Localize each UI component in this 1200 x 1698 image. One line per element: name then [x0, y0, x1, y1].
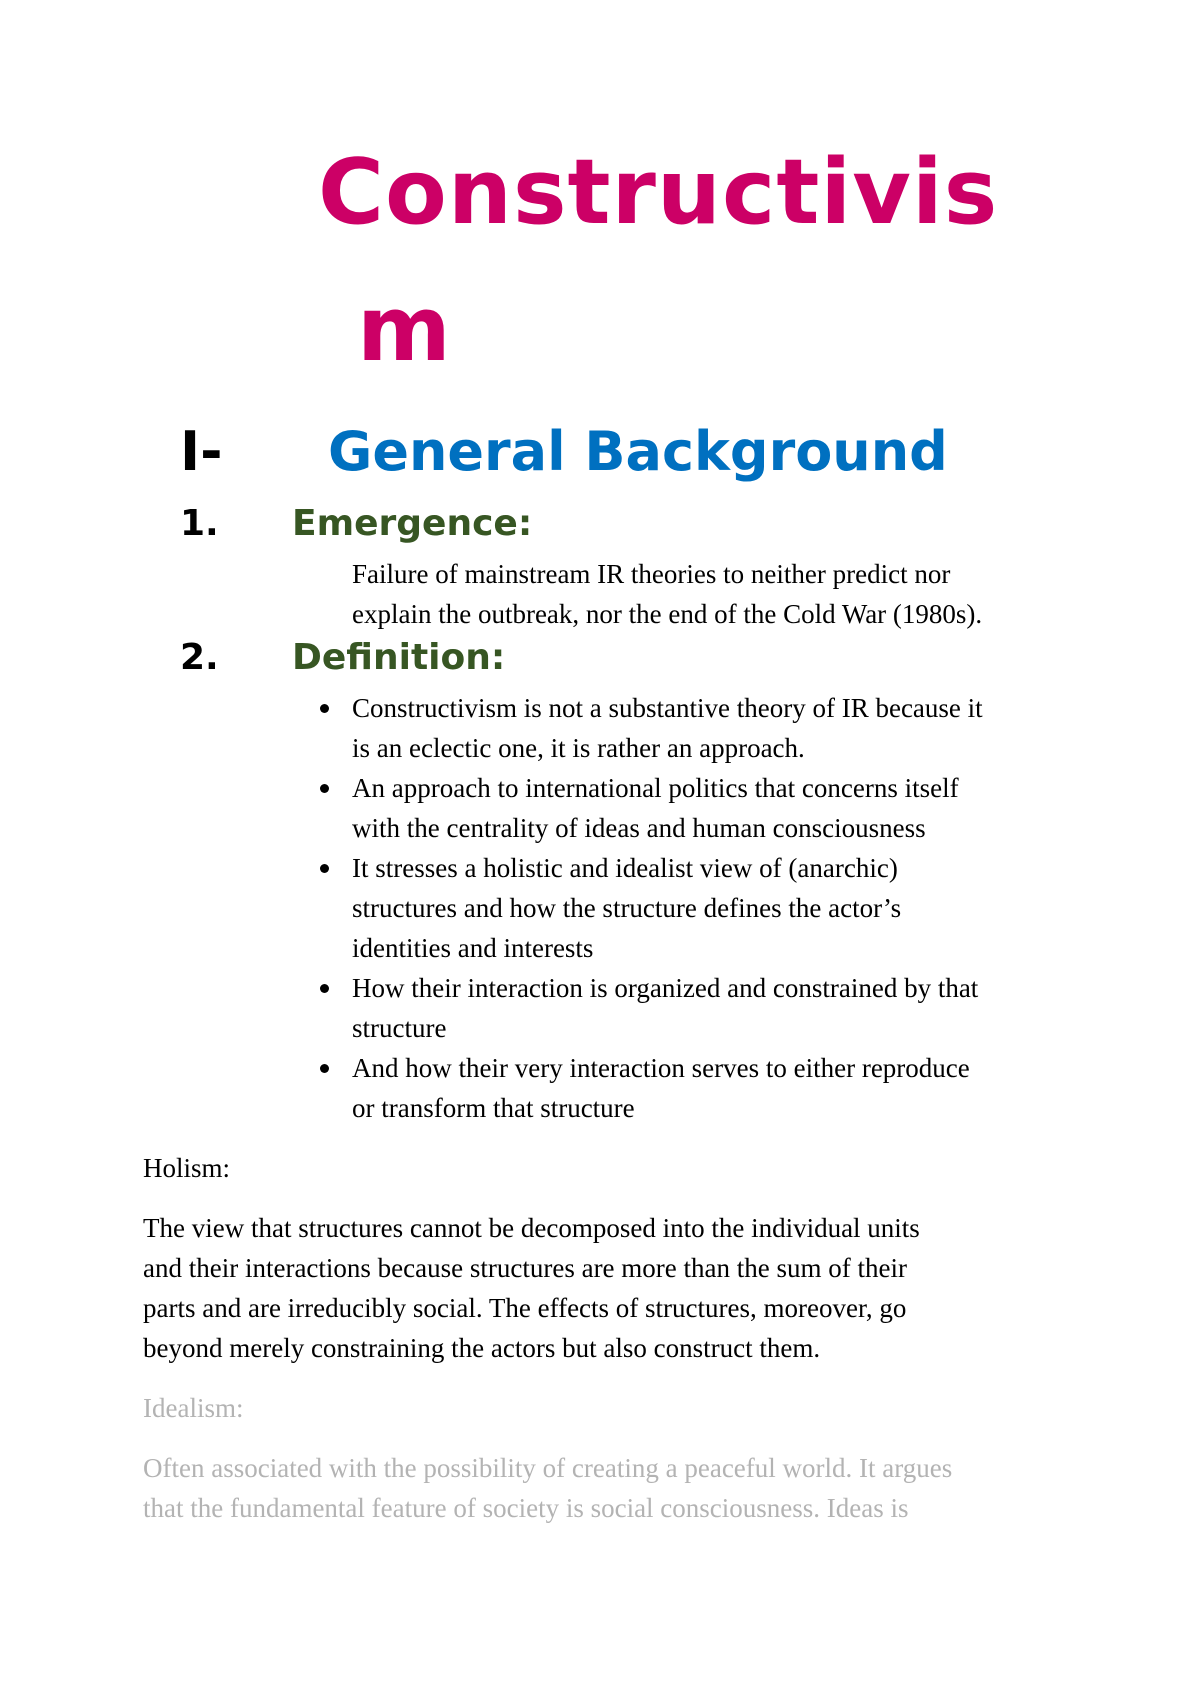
bullet-icon — [320, 784, 329, 793]
list-item-line: An approach to international politics that concerns itself — [352, 773, 959, 803]
bullet-icon — [320, 984, 329, 993]
list-item-line: is an eclectic one, it is rather an approach. — [352, 733, 805, 763]
holism-label: Holism: — [143, 1153, 231, 1183]
bullet-icon — [320, 704, 329, 713]
subsection-number-1: 1. — [180, 503, 219, 544]
list-item — [352, 968, 978, 1048]
paragraph-line: The view that structures cannot be decomposed into the individual units — [143, 1213, 920, 1243]
emergence-line: explain the outbreak, nor the end of the Cold War (1980s). — [352, 599, 983, 629]
list-item — [352, 848, 901, 968]
document-title-line2: m — [357, 277, 452, 382]
list-item-line: with the centrality of ideas and human consciousness — [352, 813, 926, 843]
list-item-line: identities and interests — [352, 933, 594, 963]
list-item-line: or transform that structure — [352, 1093, 635, 1123]
paragraph-line: Often associated with the possibility of creating a peaceful world. It argues — [143, 1453, 953, 1483]
paragraph-line: beyond merely constraining the actors but also construct them. — [143, 1333, 821, 1363]
list-item-line: structure — [352, 1013, 447, 1043]
emergence-line: Failure of mainstream IR theories to neither predict nor — [352, 559, 951, 589]
bullet-icon — [320, 1064, 329, 1073]
paragraph-line: that the fundamental feature of society is social consciousness. Ideas is — [143, 1493, 909, 1523]
subsection-heading-definition: Definition: — [292, 637, 506, 678]
document-title-line1: Constructivis — [318, 140, 999, 245]
list-item — [352, 768, 959, 848]
section-heading: General Background — [328, 420, 948, 483]
list-item-line: It stresses a holistic and idealist view of (anarchic) — [352, 853, 898, 883]
section-number: I- — [180, 420, 223, 483]
paragraph-line: and their interactions because structures are more than the sum of their — [143, 1253, 907, 1283]
subsection-number-2: 2. — [180, 637, 219, 678]
holism-paragraph — [143, 1208, 920, 1368]
list-item — [352, 1048, 970, 1128]
bullet-icon — [320, 864, 329, 873]
idealism-label: Idealism: — [143, 1393, 244, 1423]
idealism-paragraph — [143, 1448, 952, 1528]
subsection-heading-emergence: Emergence: — [292, 503, 533, 544]
emergence-text — [352, 554, 982, 634]
list-item-line: How their interaction is organized and constrained by that — [352, 973, 979, 1003]
list-item — [352, 688, 983, 768]
paragraph-line: parts and are irreducibly social. The effects of structures, moreover, go — [143, 1293, 907, 1323]
list-item-line: Constructivism is not a substantive theory of IR because it — [352, 693, 983, 723]
list-item-line: And how their very interaction serves to either reproduce — [352, 1053, 970, 1083]
list-item-line: structures and how the structure defines the actor’s — [352, 893, 902, 923]
